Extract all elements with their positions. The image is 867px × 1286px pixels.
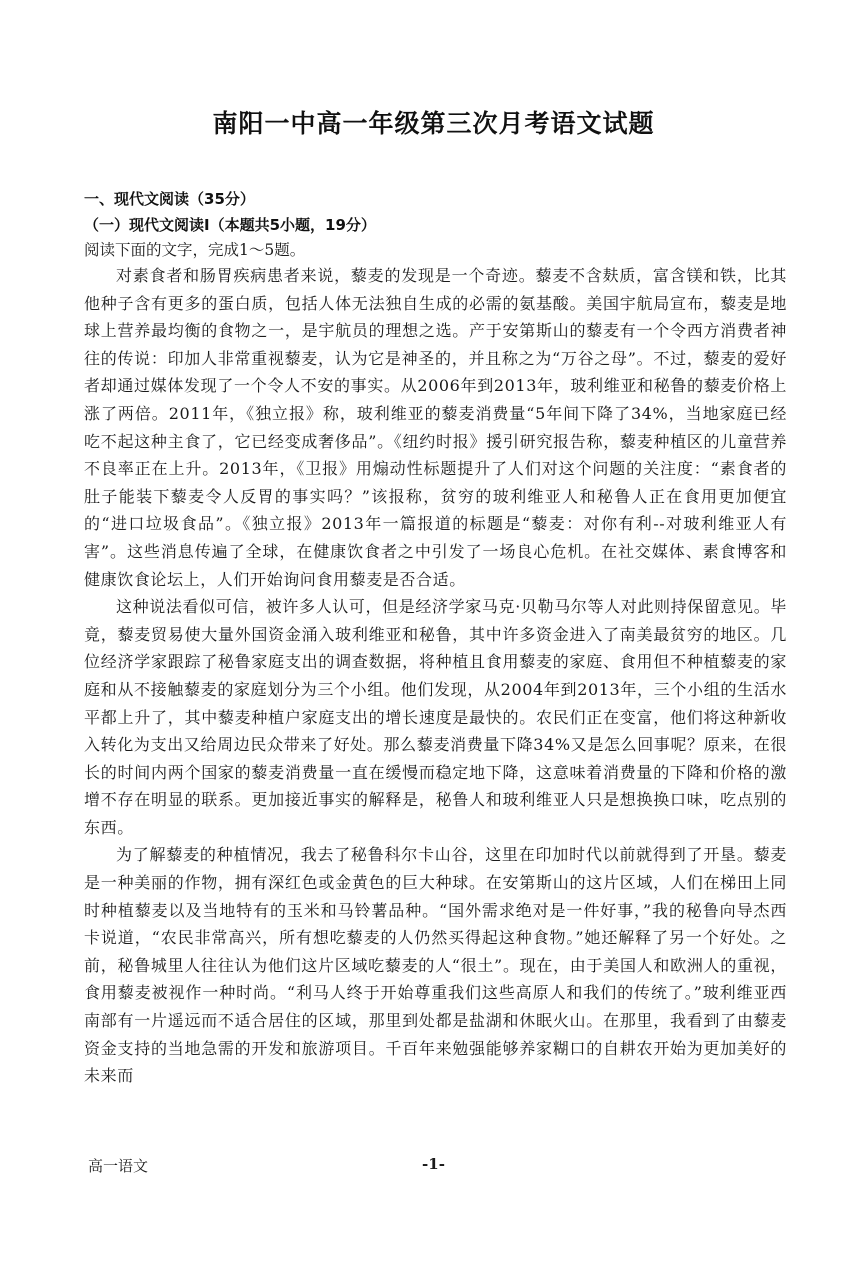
footer-subject: 高一语文 [88,1157,149,1175]
section-heading: 一、现代文阅读（35分） [84,190,255,208]
reading-instruction: 阅读下面的文字，完成1～5题。 [84,241,306,259]
exam-title: 南阳一中高一年级第三次月考语文试题 [212,109,655,138]
reading-passage [84,262,787,1090]
passage-paragraph-3: 为了解藜麦的种植情况，我去了秘鲁科尔卡山谷，这里在印加时代以前就得到了开垦。藜麦是一种美丽的作物，拥有深红色或金黄色的巨大种球。在安第斯山的这片区域，人们在梯田上同时种植藜麦以及当地特有的玉米和马铃薯品种。“国外需求绝对是一件好事，”我的秘鲁向导杰西卡说道，“农民非常高兴，所有想吃藜麦的人仍然买得起这种食物。”她还解释了另一个好处。之前，秘鲁城里人往往认为他们这片区域吃藜麦的人“很土”。现在，由于美国人和欧洲人的重视，食用藜麦被视作一种时尚。“利马人终于开始尊重我们这些高原人和我们的传统了。”玻利维亚西南部有一片遥远而不适合居住的区域，那里到处都是盐湖和休眠火山。在那里，我看到了由藜麦资金支持的当地急需的开发和旅游项目。千百年来勉强能够养家糊口的自耕农开始为更加美好的未来而 [84,845,787,1086]
passage-paragraph-2: 这种说法看似可信，被许多人认可，但是经济学家马克·贝勒马尔等人对此则持保留意见。毕竟，藜麦贸易使大量外国资金涌入玻利维亚和秘鲁，其中许多资金进入了南美最贫穷的地区。几位经济学家跟踪了秘鲁家庭支出的调查数据，将种植且食用藜麦的家庭、食用但不种植藜麦的家庭和从不接触藜麦的家庭划分为三个小组。他们发现，从2004年到2013年，三个小组的生活水平都上升了，其中藜麦种植户家庭支出的增长速度是最快的。农民们正在变富，他们将这种新收入转化为支出又给周边民众带来了好处。那么藜麦消费量下降34%又是怎么回事呢？原来，在很长的时间内两个国家的藜麦消费量一直在缓慢而稳定地下降，这意味着消费量的下降和价格的激增不存在明显的联系。更加接近事实的解释是，秘鲁人和玻利维亚人只是想换换口味，吃点别的东西。 [84,597,787,837]
subsection-heading: （一）现代文阅读I（本题共5小题，19分） [84,216,376,234]
page-number: -1- [422,1155,445,1173]
passage-paragraph-1: 对素食者和肠胃疾病患者来说，藜麦的发现是一个奇迹。藜麦不含麸质，富含镁和铁，比其他种子含有更多的蛋白质，包括人体无法独自生成的必需的氨基酸。美国宇航局宣布，藜麦是地球上营养最均衡的食物之一，是宇航员的理想之选。产于安第斯山的藜麦有一个令西方消费者神往的传说：印加人非常重视藜麦，认为它是神圣的，并且称之为“万谷之母”。不过，藜麦的爱好者却通过媒体发现了一个令人不安的事实。从2006年到2013年，玻利维亚和秘鲁的藜麦价格上涨了两倍。2011年，《独立报》称，玻利维亚的藜麦消费量“5年间下降了34%，当地家庭已经吃不起这种主食了，它已经变成奢侈品”。《纽约时报》援引研究报告称，藜麦种植区的儿童营养不良率正在上升。2013年，《卫报》用煽动性标题提升了人们对这个问题的关注度：“素食者的肚子能装下藜麦令人反胃的事实吗？”该报称，贫穷的玻利维亚人和秘鲁人正在食用更加便宜的“进口垃圾食品”。《独立报》2013年一篇报道的标题是“藜麦：对你有利--对玻利维亚人有害”。这些消息传遍了全球，在健康饮食者之中引发了一场良心危机。在社交媒体、素食博客和健康饮食论坛上，人们开始询问食用藜麦是否合适。 [84,266,787,589]
